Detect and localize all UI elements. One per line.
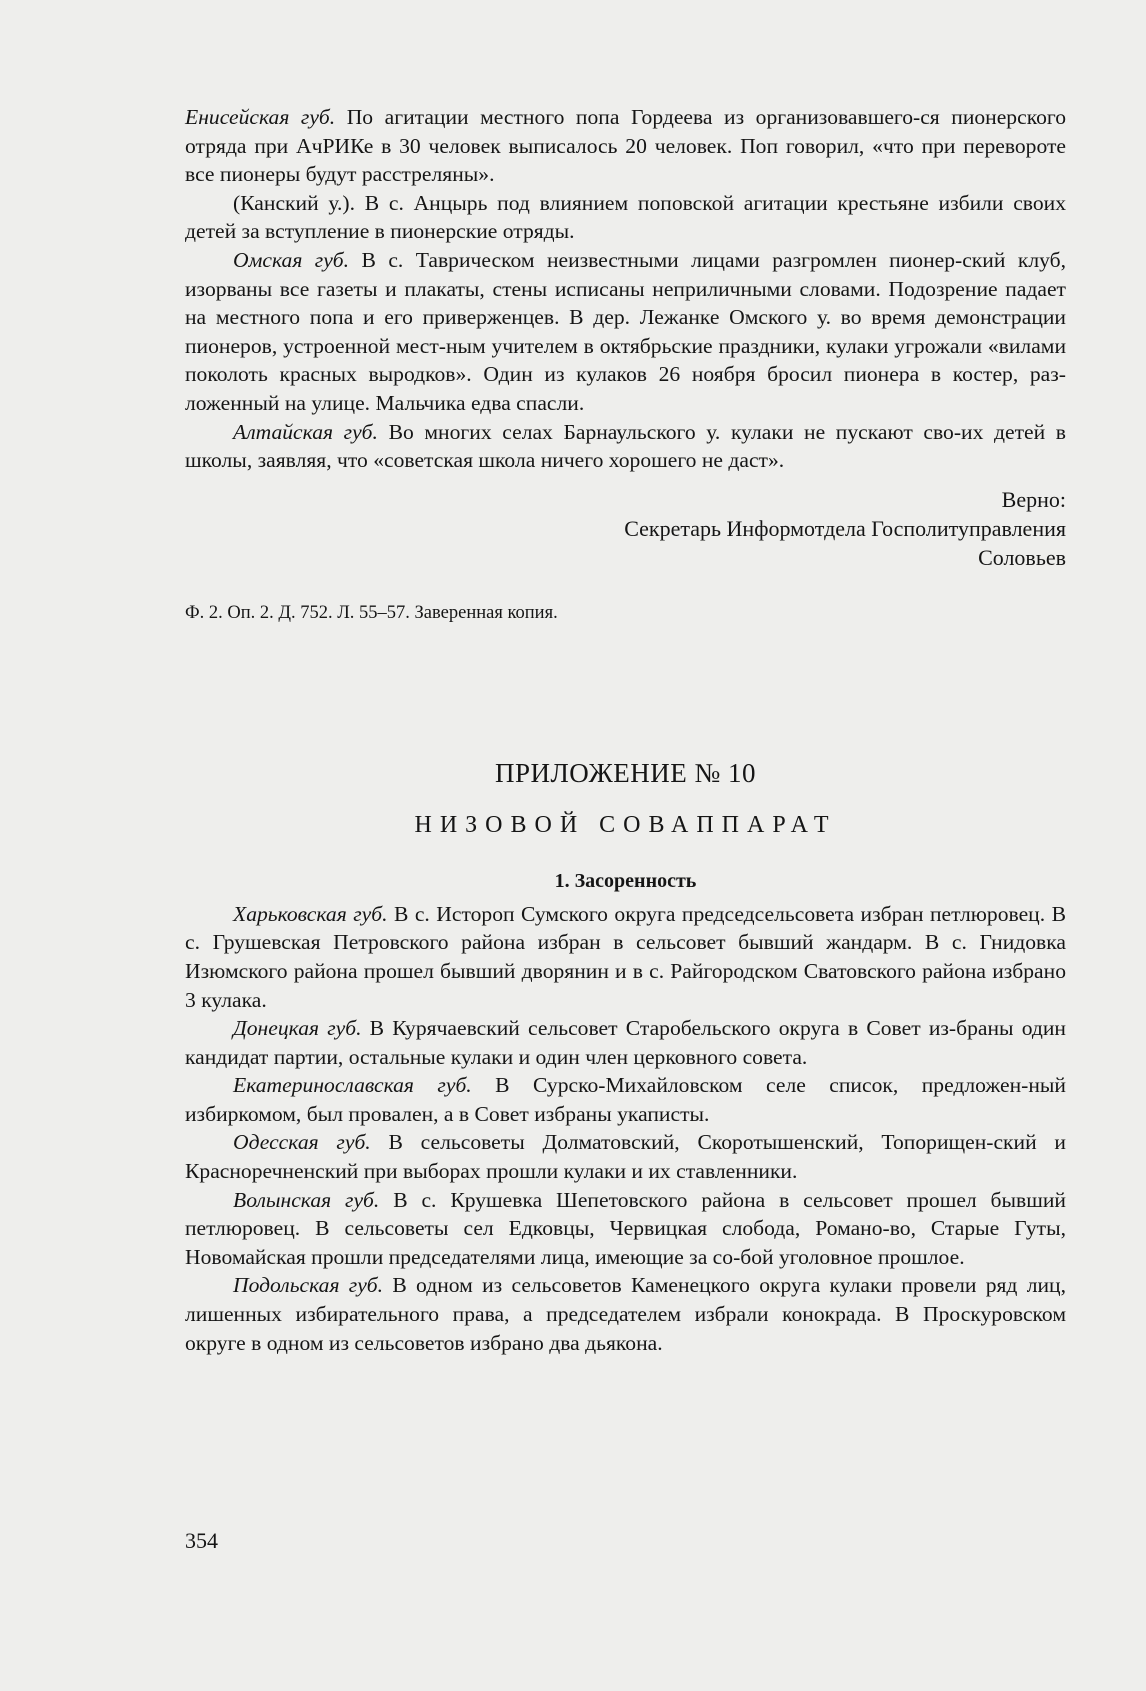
paragraph-kansk — [185, 189, 1066, 246]
paragraph-altai — [185, 418, 1066, 475]
appendix-title: ПРИЛОЖЕНИЕ № 10 — [494, 757, 757, 788]
region-name: Донецкая губ. — [233, 1016, 362, 1041]
paragraph-yekaterinoslav — [185, 1071, 1066, 1128]
region-name: Подольская губ. — [233, 1273, 384, 1298]
paragraph-text: В с. Таврическом неизвестными лицами разгромлен пионер-ский клуб, изорваны все газеты и плакаты, стены исписаны неприличными словами. Подозрение падает на местного попа и его приверженцев. В дер. Лежанке Омского у. во время демонстрации пионеров, устроенной мест-ным учителем в октябрьские праздники, кулаки угрожали «вилами поколоть красных выродков». Один из кулаков 26 ноября бросил пионера в костер, раз-ложенный на улице. Мальчика едва спасли. — [185, 247, 1066, 415]
paragraph-text: (Канский у.). В с. Анцырь под влиянием поповской агитации крестьяне избили своих детей за вступление в пионерские отряды. — [185, 190, 1066, 244]
paragraph-volyn — [185, 1186, 1066, 1272]
region-name: Волынская губ. — [233, 1187, 380, 1212]
page-number: 354 — [185, 1528, 218, 1553]
region-name: Алтайская губ. — [233, 419, 378, 444]
paragraph-odessa — [185, 1128, 1066, 1185]
paragraph-kharkov — [185, 900, 1066, 1014]
signature-verified: Верно: — [1001, 486, 1066, 512]
paragraph-text: В одном из сельсоветов Каменецкого округа кулаки провели ряд лиц, лишенных избирательного права, а председателем избрали конокрада. В Проскуровском округе в одном из сельсоветов избрано два дьякона. — [185, 1273, 1066, 1355]
paragraph-text: В с. Истороп Сумского округа председсельсовета избран петлюровец. В с. Грушевская Петровского района избран в сельсовет бывший жандарм. В с. Гнидовка Изюмского района прошел бывший дворянин и в с. Райгородском Сватовского района избрано 3 кулака. — [185, 901, 1066, 1012]
paragraph-text: В Сурско-Михайловском селе список, предложен-ный избиркомом, был провален, а в Совет избраны укаписты. — [185, 1073, 1066, 1126]
paragraph-donetsk — [185, 1014, 1066, 1071]
region-name: Одесская губ. — [233, 1130, 371, 1155]
region-name: Харьковская губ. — [233, 901, 388, 926]
paragraph-text: По агитации местного попа Гордеева из организовавшего-ся пионерского отряда при АчРИКе в 30 человек выписалось 20 человек. Поп говорил, «что при перевороте все пионеры будут расстреляны». — [185, 105, 1066, 187]
paragraph-text: В Курячаевский сельсовет Старобельского округа в Совет из-браны один кандидат партии, остальные кулаки и один член церковного совета. — [185, 1016, 1066, 1069]
section-title: НИЗОВОЙ СОВАППАРАТ — [414, 811, 837, 838]
region-name: Екатеринославская губ. — [233, 1073, 472, 1098]
signature-position: Секретарь Информотдела Госполитуправления — [624, 515, 1066, 541]
archive-source-note: Ф. 2. Оп. 2. Д. 752. Л. 55–57. Заверенная копия. — [185, 602, 558, 623]
paragraph-yenisei — [185, 103, 1066, 189]
subsection-title: 1. Засоренность — [554, 869, 697, 892]
paragraph-omsk — [185, 246, 1066, 418]
region-name: Енисейская губ. — [185, 105, 336, 129]
paragraph-text: В сельсоветы Долматовский, Скоротышенский, Топорищен-ский и Красноречненский при выборах прошли кулаки и их ставленники. — [185, 1130, 1066, 1184]
paragraph-text: В с. Крушевка Шепетовского района в сельсовет прошел бывший петлюровец. В сельсоветы сел Едковцы, Червицкая слобода, Романо-во, Старые Гуты, Новомайская прошли председателями лица, имеющие за со-бой уголовное прошлое. — [185, 1187, 1066, 1269]
region-name: Омская губ. — [233, 247, 350, 272]
page-content — [185, 103, 1066, 1357]
signature-name: Соловьев — [978, 544, 1066, 570]
paragraph-text: Во многих селах Барнаульского у. кулаки не пускают сво-их детей в школы, заявляя, что «советская школа ничего хорошего не даст». — [185, 419, 1066, 473]
paragraph-podolsk — [185, 1271, 1066, 1357]
